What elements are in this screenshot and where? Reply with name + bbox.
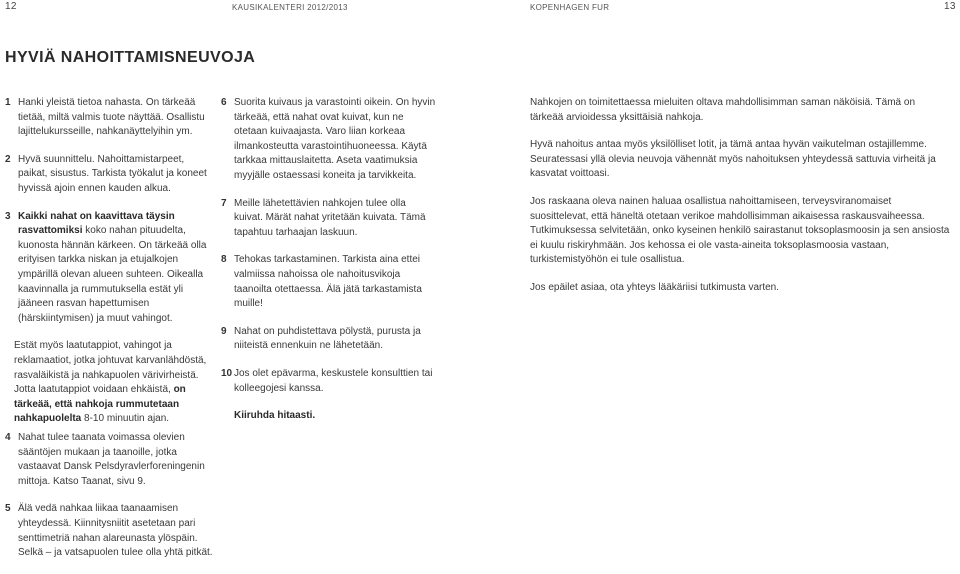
column-2 xyxy=(221,96,436,437)
list-item-5 xyxy=(5,502,213,560)
page-title: HYVIÄ NAHOITTAMISNEUVOJA xyxy=(5,49,256,66)
page-number-left: 12 xyxy=(5,1,17,12)
item-text: Hanki yleistä tietoa nahasta. On tärkeää tietää, miltä valmis tuote näyttää. Osallistu lajittelukursseille, nahkanäyttelyihin ym. xyxy=(18,97,205,138)
item-text-wrapper xyxy=(18,210,213,327)
page-number-right: 13 xyxy=(944,1,956,12)
item-number: 6 xyxy=(221,97,227,108)
paragraph-2: Hyvä nahoitus antaa myös yksilölliset lotit, ja tämä antaa hyvän vaikutelman ostajillemme. Seuratessasi yllä olevia neuvoja vähennät myös nahoituksen yhteydessä sattuvia virheitä ja kasvatat voittoasi. xyxy=(530,139,936,180)
col1-note xyxy=(5,339,213,427)
column-3 xyxy=(530,96,950,309)
item-number: 4 xyxy=(5,432,11,443)
column-1-bottom xyxy=(5,431,213,574)
item-text: Tehokas tarkastaminen. Tarkista aina ettei valmiissa nahoissa ole nahoitusvikoja taanoilta otettaessa. Älä jätä tarkastamista muille! xyxy=(234,254,422,310)
item-text: Suorita kuivaus ja varastointi oikein. On hyvin tärkeää, että nahat ovat kuivat, kun ne otetaan kuivaajasta. Varo liian korkeaa ilmankosteutta varastointihuoneessa. Käytä tarkkaa mittauslaitetta. Aseta vaatimuksia myyjälle ostaessasi koneita ja tarvikkeita. xyxy=(234,97,436,181)
list-item-8 xyxy=(221,253,436,311)
item-text: Jos olet epävarma, keskustele konsulttien tai kolleegojesi kanssa. xyxy=(234,367,433,394)
paragraph-1: Nahkojen on toimitettaessa mieluiten oltava mahdollisimman saman näköisiä. Tämä on tärkeää arvioidessa yksittäisiä nahkoja. xyxy=(530,97,916,123)
list-item-10 xyxy=(221,367,436,396)
list-item-4 xyxy=(5,431,213,489)
note-bold-text: on tärkeää, että nahkoja rummutetaan nahkapuolelta xyxy=(14,384,186,425)
item-text: Meille lähetettävien nahkojen tulee olla kuivat. Märät nahat yritetään kuivata. Tämä tapahtuu tarhaajan laskuun. xyxy=(234,197,426,238)
item-number: 1 xyxy=(5,97,11,108)
item-number: 5 xyxy=(5,503,11,515)
item-number: 7 xyxy=(221,197,227,209)
item-number: 8 xyxy=(221,254,227,266)
paragraph-3: Jos raskaana oleva nainen haluaa osallistua nahoittamiseen, terveysviranomaiset suosittelevat, että häneltä otetaan verikoe mahdollisimman aikaisessa raskausvaiheessa. Tutkimuksessa selvitetään, onko kyseinen henkilö sairastanut toksoplasmoosin ja sen ansiosta ei kuulu riskiryhmään. Jos kehossa ei ole vasta-aineita toksoplasmoosia vastaan, turkistemistyöhön ei tule osallistua. xyxy=(530,195,950,266)
item-number: 9 xyxy=(221,325,227,337)
list-item-3 xyxy=(5,210,213,327)
item-text: Nahat on puhdistettava pölystä, purusta ja niiteistä ennenkuin ne lähetetään. xyxy=(234,325,421,352)
list-item-1 xyxy=(5,96,213,140)
item-text: Hyvä suunnittelu. Nahoittamistarpeet, paikat, sisustus. Tarkista työkalut ja koneet hyvissä ajoin ennen kauden alkua. xyxy=(18,153,207,194)
list-item-7 xyxy=(221,197,436,241)
note-text: Estät myös laatutappiot, vahingot ja reklamaatiot, jotka johtuvat karvanlähdöstä, rasvaläikistä ja nahkapuolen värivirheistä. Jotta laatutappiot voidaan ehkäistä, xyxy=(14,340,207,396)
running-header-left: KAUSIKALENTERI 2012/2013 xyxy=(232,3,348,12)
paragraph-4: Jos epäilet asiaa, ota yhteys lääkäriisi tutkimusta varten. xyxy=(530,281,780,293)
list-item-2 xyxy=(5,153,213,197)
item-number: 2 xyxy=(5,153,11,165)
list-item-6 xyxy=(221,96,436,184)
column-1 xyxy=(5,96,213,440)
item-text: koko nahan pituudelta, kuonosta hännän kärkeen. On tärkeää olla erityisen tarkka niskan ja etujalkojen ympärillä olevan alueen suhteen. Oikealla kaavinnalla ja rummutuksella estät yli jääneen rasvan hapettumisen (härskiintymisen) ja muut vahingot. xyxy=(18,225,207,324)
running-header-right: KOPENHAGEN FUR xyxy=(530,3,610,12)
list-item-9 xyxy=(221,325,436,354)
item-text: Nahat tulee taanata voimassa olevien sääntöjen mukaan ja taanoille, jotka vastaavat Dansk Pelsdyravlerforeningenin mittoja. Katso Taanat, sivu 9. xyxy=(18,432,205,487)
closing-remark: Kiiruhda hitaasti. xyxy=(234,410,316,422)
note-tail-text: 8-10 minuutin ajan. xyxy=(81,413,170,425)
item-text: Älä vedä nahkaa liikaa taanaamisen yhteydessä. Kiinnitysniitit asetetaan pari senttimetriä nahan alareunasta ylöspäin. Selkä – ja vatsapuolen tulee olla yhtä pitkät. xyxy=(18,503,213,559)
item-number: 3 xyxy=(5,210,11,222)
item-bold-text: Kaikki nahat on kaavittava täysin rasvattomiksi xyxy=(18,210,175,237)
item-number: 10 xyxy=(221,367,233,379)
